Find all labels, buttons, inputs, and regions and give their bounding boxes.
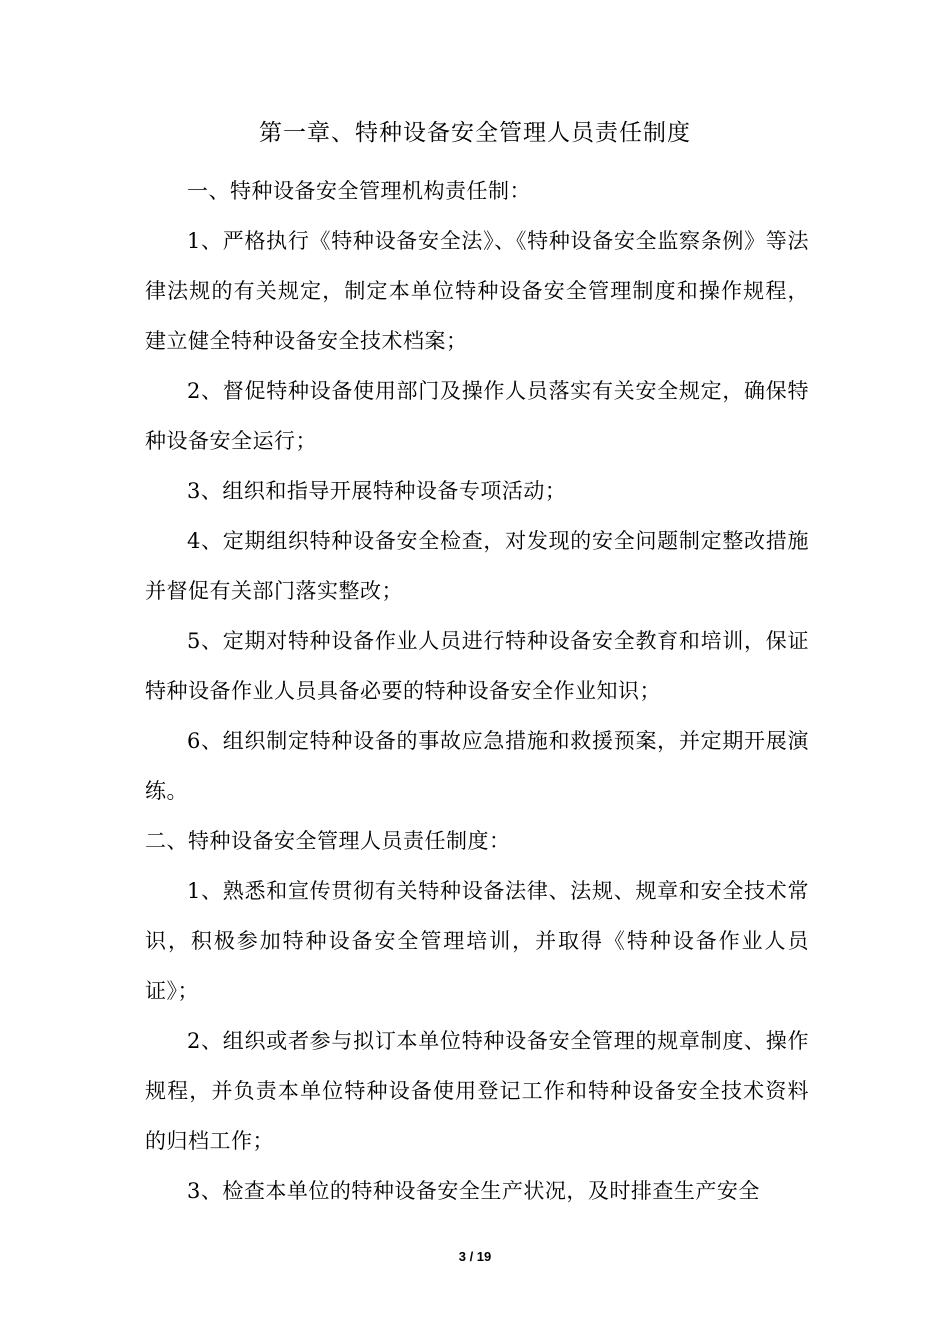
page-title: 第一章、特种设备安全管理人员责任制度 — [259, 120, 691, 146]
section2-item-1: 1、熟悉和宣传贯彻有关特种设备法律、法规、规章和安全技术常识，积极参加特种设备安全管理培训，并取得《特种设备作业人员证》； — [145, 879, 809, 1003]
section1-item-3: 3、组织和指导开展特种设备专项活动； — [187, 479, 567, 503]
section-heading-1: 一、特种设备安全管理机构责任制： — [187, 179, 531, 203]
section1-item-1: 1、严格执行《特种设备安全法》、《特种设备安全监察条例》等法律法规的有关规定，制定本单位特种设备安全管理制度和操作规程，建立健全特种设备安全技术档案； — [145, 229, 809, 353]
section1-item-5: 5、定期对特种设备作业人员进行特种设备安全教育和培训，保证特种设备作业人员具备必要的特种设备安全作业知识； — [145, 629, 809, 703]
page-number: 3 / 19 — [458, 1249, 492, 1264]
section2-item-3: 3、检查本单位的特种设备安全生产状况，及时排查生产安全 — [187, 1179, 760, 1203]
document-body — [145, 166, 809, 1216]
section-heading-2: 二、特种设备安全管理人员责任制度： — [145, 829, 511, 853]
section1-item-6: 6、组织制定特种设备的事故应急措施和救援预案，并定期开展演练。 — [145, 729, 809, 803]
section1-item-4: 4、定期组织特种设备安全检查，对发现的安全问题制定整改措施并督促有关部门落实整改； — [145, 529, 809, 603]
section1-item-2: 2、督促特种设备使用部门及操作人员落实有关安全规定，确保特种设备安全运行； — [145, 379, 809, 453]
section2-item-2: 2、组织或者参与拟订本单位特种设备安全管理的规章制度、操作规程，并负责本单位特种设备使用登记工作和特种设备安全技术资料的归档工作； — [145, 1029, 809, 1153]
